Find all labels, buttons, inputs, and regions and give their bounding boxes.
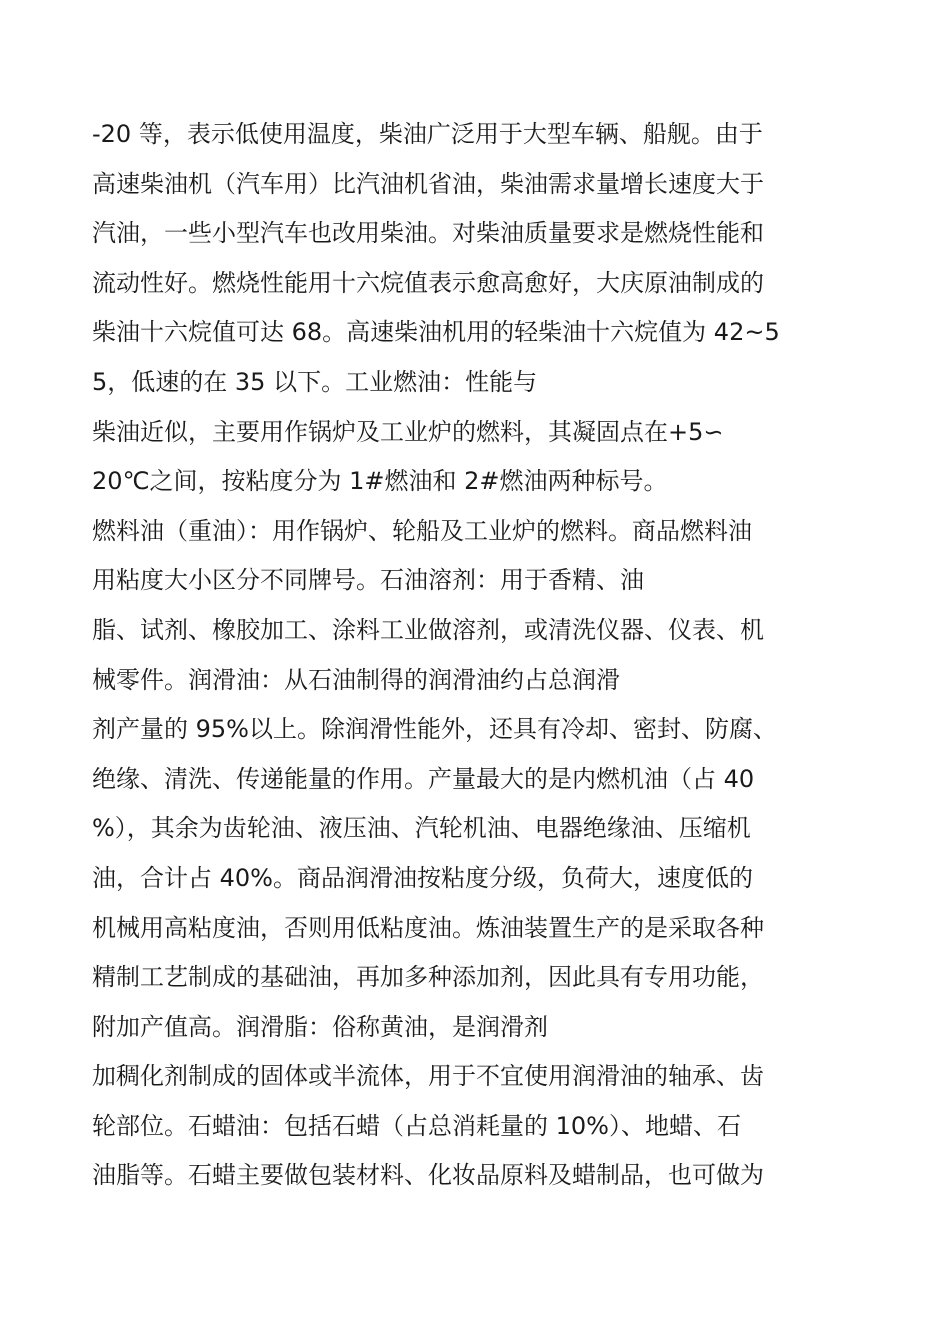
text-line: %），其余为齿轮油、液压油、汽轮机油、电器绝缘油、压缩机 <box>92 814 751 843</box>
text-line: 精制工艺制成的基础油，再加多种添加剂，因此具有专用功能， <box>92 963 764 992</box>
document-body <box>92 110 862 1201</box>
text-line: 5，低速的在 35 以下。工业燃油：性能与 <box>92 367 538 396</box>
text-line: 20℃之间，按粘度分为 1#燃油和 2#燃油两种标号。 <box>92 467 668 496</box>
text-line: 加稠化剂制成的固体或半流体，用于不宜使用润滑油的轴承、齿 <box>92 1062 764 1091</box>
text-line: 柴油十六烷值可达 68。高速柴油机用的轻柴油十六烷值为 42~5 <box>92 318 780 347</box>
text-line: 剂产量的 95%以上。除润滑性能外，还具有冷却、密封、防腐、 <box>92 715 777 744</box>
text-line: 柴油近似，主要用作锅炉及工业炉的燃料，其凝固点在+5∽ <box>92 417 724 446</box>
text-line: 绝缘、清洗、传递能量的作用。产量最大的是内燃机油（占 40 <box>92 764 755 793</box>
text-line: 用粘度大小区分不同牌号。石油溶剂：用于香精、油 <box>92 566 644 595</box>
text-line: -20 等，表示低使用温度，柴油广泛用于大型车辆、船舰。由于 <box>92 120 763 148</box>
text-line: 机械用高粘度油，否则用低粘度油。炼油装置生产的是采取各种 <box>92 913 764 942</box>
text-line: 燃料油（重油）：用作锅炉、轮船及工业炉的燃料。商品燃料油 <box>92 516 752 545</box>
text-line: 流动性好。燃烧性能用十六烷值表示愈高愈好，大庆原油制成的 <box>92 268 764 297</box>
text-line: 械零件。润滑油：从石油制得的润滑油约占总润滑 <box>92 665 620 694</box>
text-line: 脂、试剂、橡胶加工、涂料工业做溶剂，或清洗仪器、仪表、机 <box>92 615 764 644</box>
text-line: 附加产值高。润滑脂：俗称黄油，是润滑剂 <box>92 1012 548 1041</box>
text-line: 轮部位。石蜡油：包括石蜡（占总消耗量的 10%）、地蜡、石 <box>92 1111 741 1140</box>
text-line: 高速柴油机（汽车用）比汽油机省油，柴油需求量增长速度大于 <box>92 169 764 198</box>
text-line: 油脂等。石蜡主要做包装材料、化妆品原料及蜡制品，也可做为 <box>92 1161 764 1190</box>
text-line: 汽油，一些小型汽车也改用柴油。对柴油质量要求是燃烧性能和 <box>92 219 764 248</box>
text-line: 油，合计占 40%。商品润滑油按粘度分级，负荷大，速度低的 <box>92 863 753 892</box>
